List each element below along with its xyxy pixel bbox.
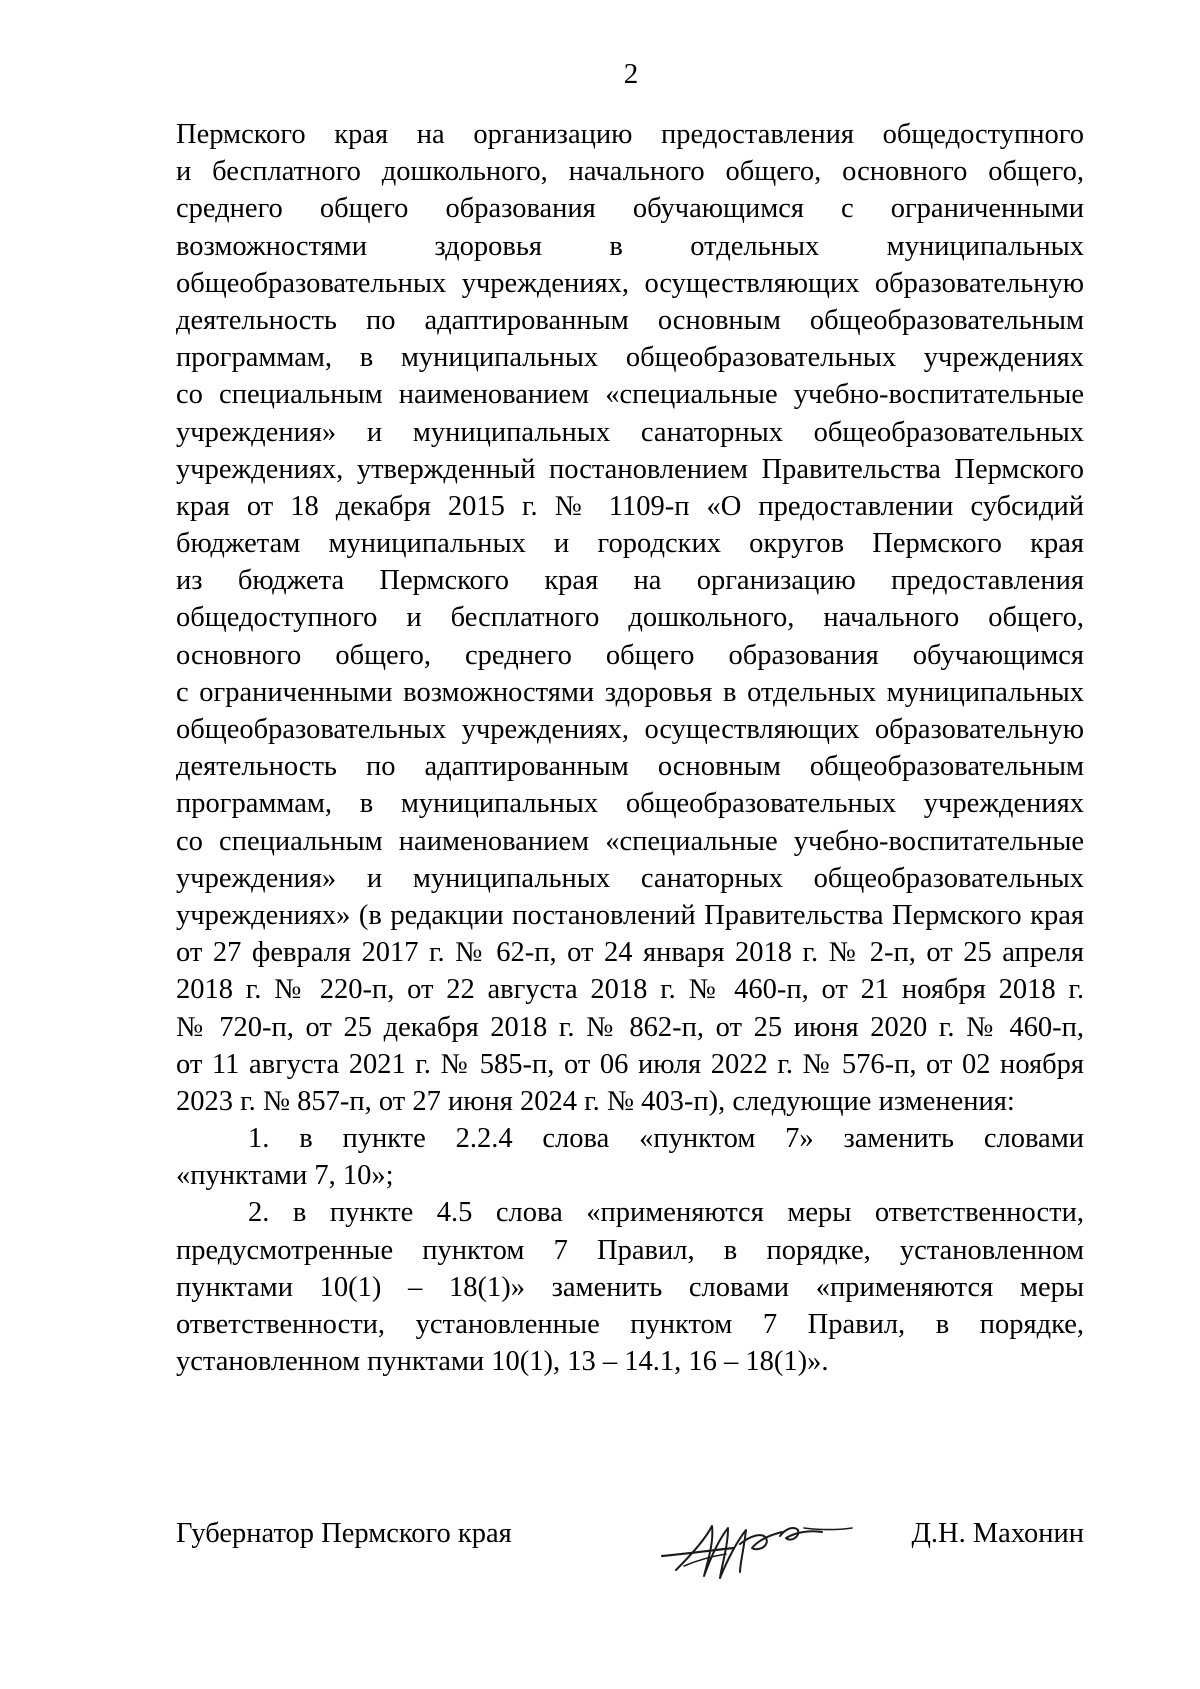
text-line: возможностями здоровья в отдельных муниципальных — [176, 230, 1084, 262]
text-line: основного общего, среднего общего образования обучающимся — [176, 639, 1084, 671]
text-line: общеобразовательных учреждениях, осуществляющих образовательную — [176, 267, 1084, 299]
text-line: программам, в муниципальных общеобразовательных учреждениях — [176, 342, 1084, 374]
text-line: деятельность по адаптированным основным общеобразовательным — [176, 304, 1084, 336]
text-line: ответственности, установленные пунктом 7 Правил, в порядке, — [176, 1309, 1084, 1340]
signature-block — [176, 1508, 1084, 1588]
text-line: «пунктами 7, 10»; — [176, 1160, 394, 1192]
text-line: учреждениях» (в редакции постановлений Правительства Пермского края — [176, 899, 1084, 931]
text-line: бюджетам муниципальных и городских округов Пермского края — [176, 528, 1084, 560]
text-line: 2023 г. № 857-п, от 27 июня 2024 г. № 403-п), следующие изменения: — [176, 1085, 1015, 1117]
handwritten-signature — [654, 1508, 859, 1588]
text-line: со специальным наименованием «специальные учебно-воспитательные — [176, 825, 1084, 857]
document-body — [176, 116, 1084, 1380]
text-line: из бюджета Пермского края на организацию предоставления — [176, 565, 1084, 597]
text-line: программам, в муниципальных общеобразовательных учреждениях — [176, 788, 1084, 820]
text-line: учреждения» и муниципальных санаторных общеобразовательных — [176, 862, 1084, 894]
text-line: предусмотренные пунктом 7 Правил, в порядке, установленном — [176, 1234, 1084, 1266]
text-line: общедоступного и бесплатного дошкольного, начального общего, — [176, 602, 1084, 634]
signatory-name: Д.Н. Махонин — [911, 1518, 1084, 1549]
text-line: с ограниченными возможностями здоровья в отдельных муниципальных — [176, 676, 1084, 708]
text-line: учреждения» и муниципальных санаторных общеобразовательных — [176, 416, 1084, 448]
text-line: общеобразовательных учреждениях, осуществляющих образовательную — [176, 714, 1084, 745]
text-line: от 11 августа 2021 г. № 585-п, от 06 июля 2022 г. № 576-п, от 02 ноября — [176, 1048, 1084, 1080]
text-line: установленном пунктами 10(1), 13 – 14.1, 16 – 18(1)». — [176, 1346, 829, 1378]
text-line: Пермского края на организацию предоставления общедоступного — [176, 119, 1084, 150]
text-line: пунктами 10(1) – 18(1)» заменить словами «применяются меры — [176, 1271, 1084, 1303]
text-line: и бесплатного дошкольного, начального общего, основного общего, — [176, 156, 1084, 188]
page-number: 2 — [623, 58, 639, 90]
text-line: края от 18 декабря 2015 г. № 1109-п «О предоставлении субсидий — [176, 490, 1084, 522]
text-line: 2. в пункте 4.5 слова «применяются меры ответственности, — [248, 1197, 1084, 1229]
text-line: № 720-п, от 25 декабря 2018 г. № 862-п, от 25 июня 2020 г. № 460-п, — [176, 1011, 1084, 1043]
text-line: от 27 февраля 2017 г. № 62-п, от 24 января 2018 г. № 2-п, от 25 апреля — [176, 937, 1084, 969]
text-line: со специальным наименованием «специальные учебно-воспитательные — [176, 379, 1084, 411]
text-line: деятельность по адаптированным основным общеобразовательным — [176, 751, 1084, 783]
text-line: 1. в пункте 2.2.4 слова «пунктом 7» заменить словами — [248, 1123, 1084, 1155]
text-line: учреждениях, утвержденный постановлением Правительства Пермского — [176, 453, 1084, 485]
text-line: среднего общего образования обучающимся с ограниченными — [176, 193, 1084, 225]
signatory-position: Губернатор Пермского края — [176, 1518, 512, 1549]
text-line: 2018 г. № 220-п, от 22 августа 2018 г. № 460-п, от 21 ноября 2018 г. — [176, 974, 1084, 1006]
